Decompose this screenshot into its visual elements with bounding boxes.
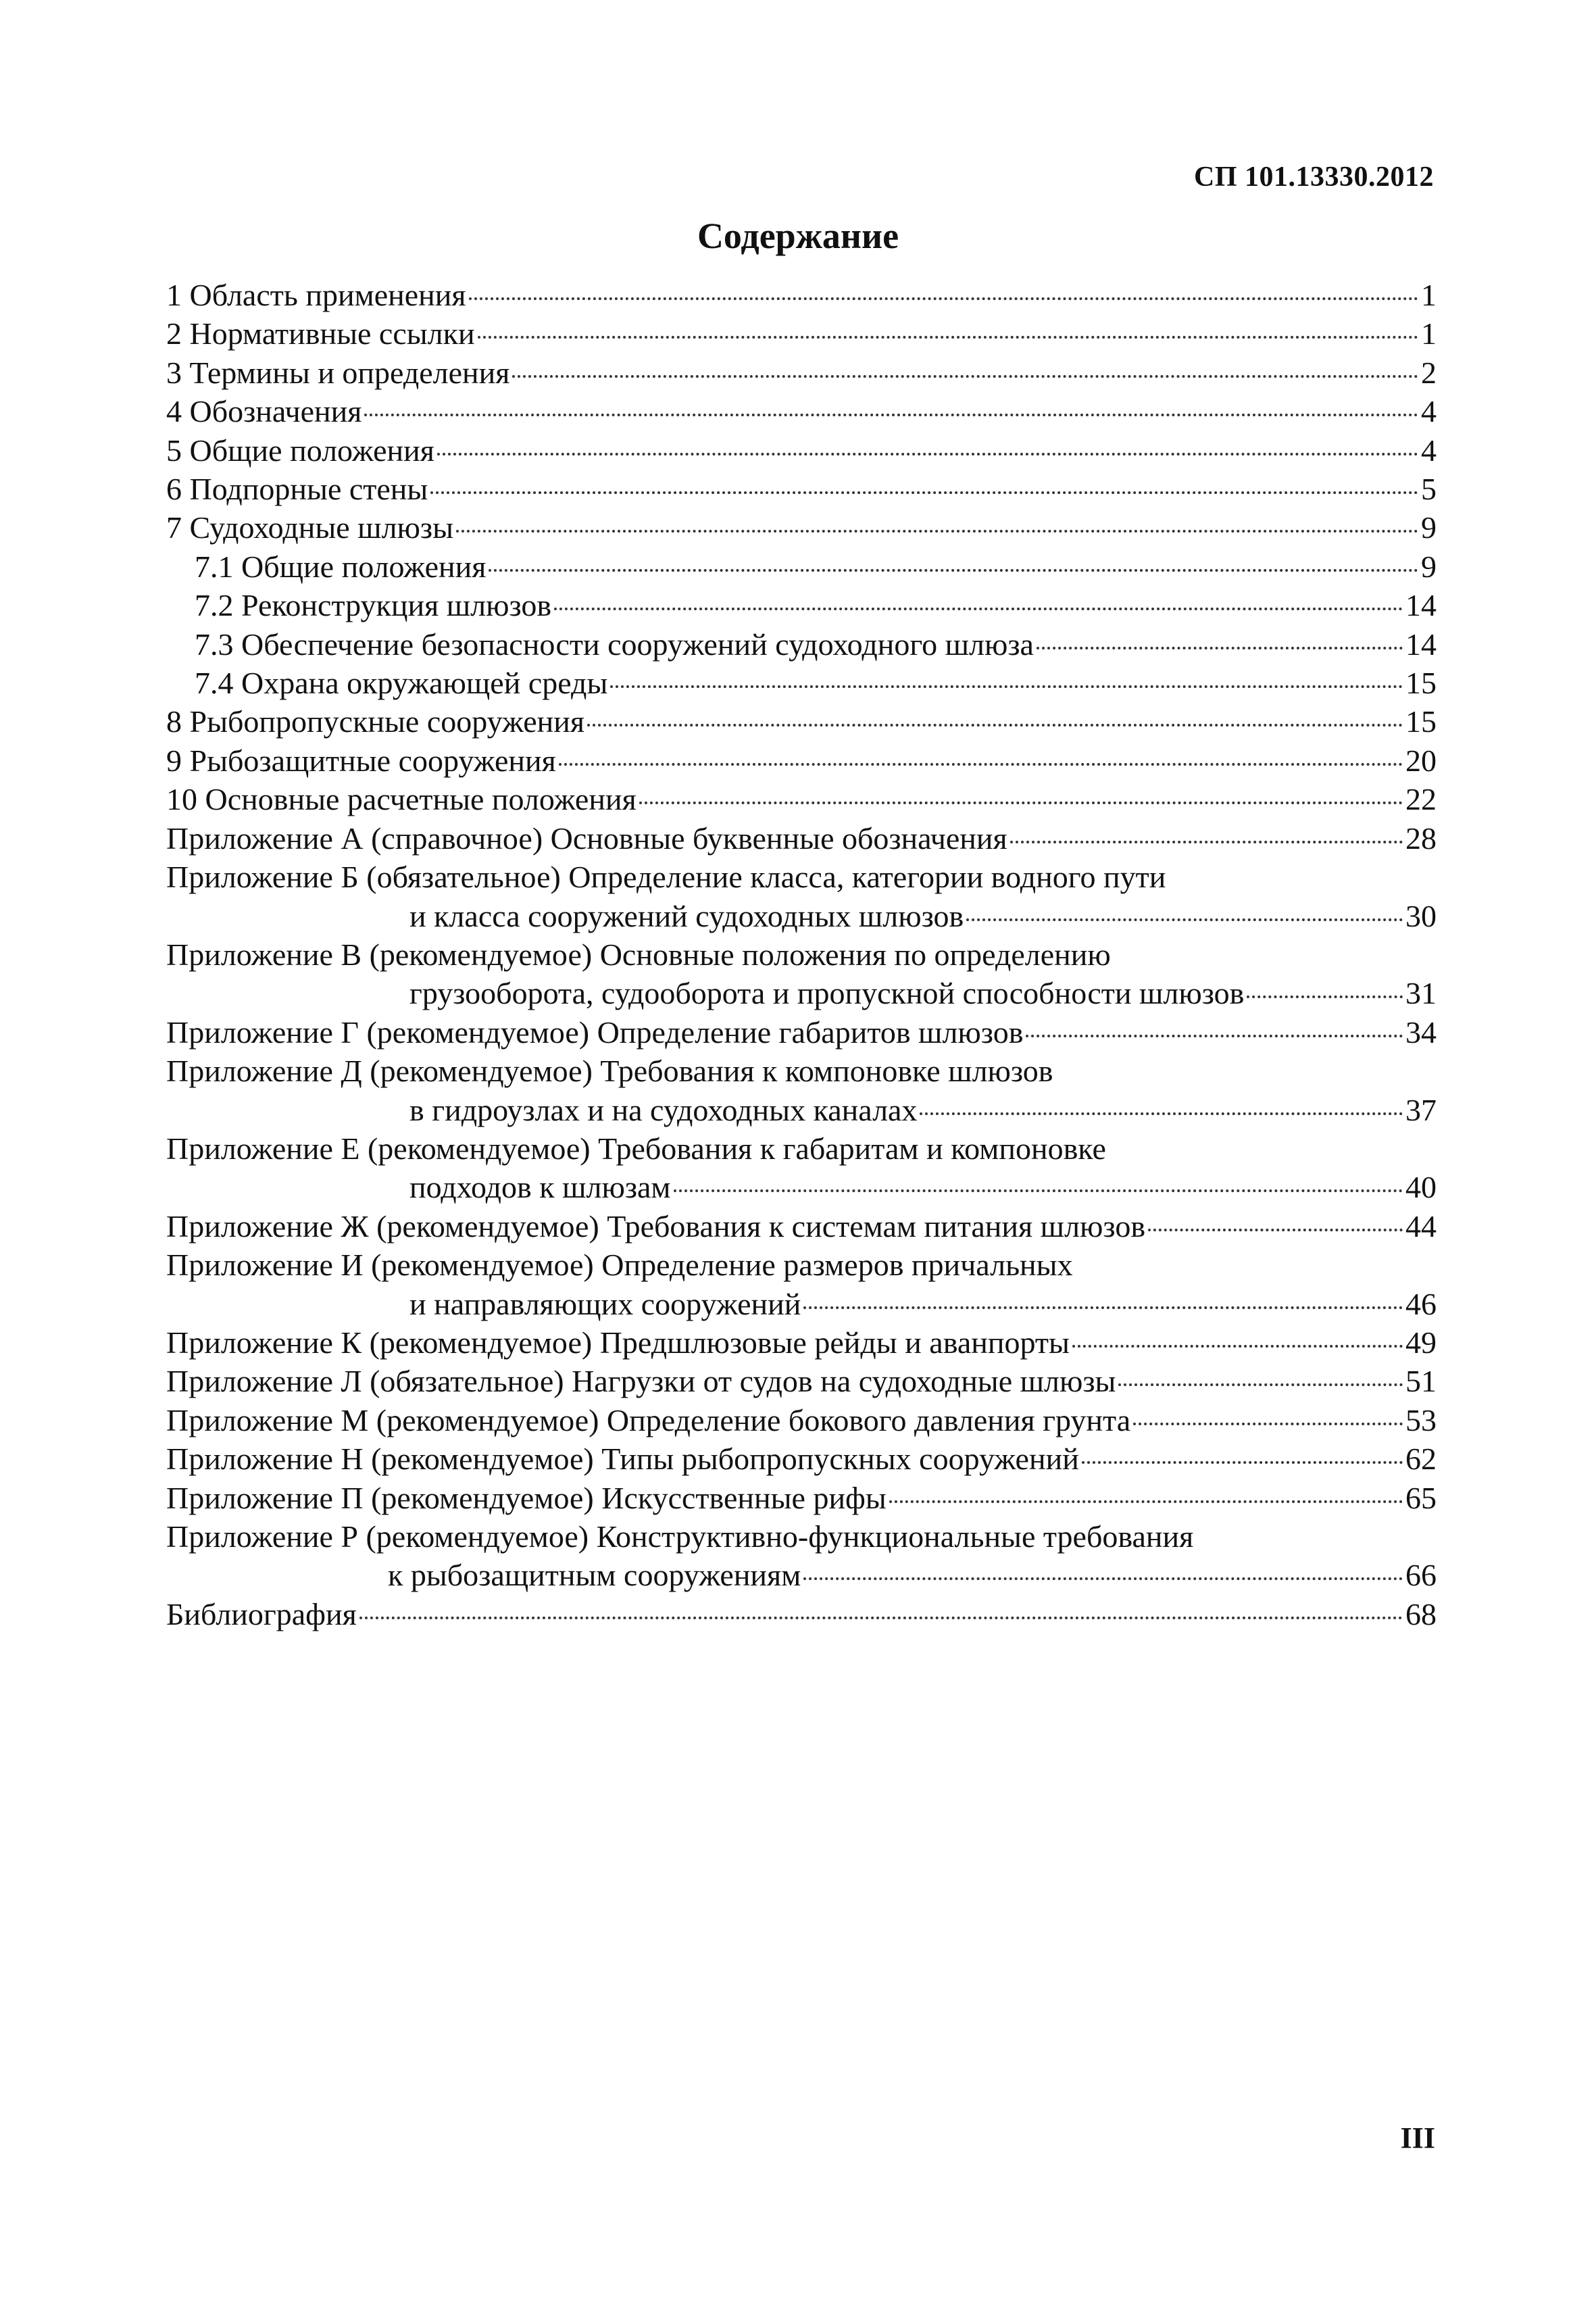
toc-page-number: 5	[1421, 472, 1437, 507]
toc-entry[interactable]	[166, 314, 1437, 353]
toc-entry[interactable]	[166, 1439, 1437, 1478]
toc-entry[interactable]	[166, 1362, 1437, 1400]
toc-entry-title: 6 Подпорные стены	[166, 472, 428, 507]
dot-leader	[1133, 1423, 1403, 1425]
dot-leader	[430, 491, 1418, 494]
toc-entry-line-final	[166, 819, 1437, 858]
toc-entry[interactable]	[166, 1129, 1437, 1207]
toc-title: Содержание	[697, 216, 899, 256]
toc-entry-line-final	[166, 1556, 1437, 1594]
toc-page-number: 15	[1405, 704, 1437, 739]
toc-page-number: 15	[1405, 666, 1437, 701]
toc-entry[interactable]	[166, 1207, 1437, 1246]
toc-entry-title: 4 Обозначения	[166, 394, 362, 429]
toc-page-number: 66	[1405, 1558, 1437, 1593]
dot-leader	[512, 375, 1418, 378]
toc-entry-line-final	[166, 1285, 1437, 1323]
toc-entry[interactable]	[166, 586, 1437, 624]
toc-entry[interactable]	[166, 276, 1437, 314]
toc-entry-title: Приложение Д (рекомендуемое) Требования к компоновке шлюзов	[166, 1054, 1053, 1089]
dot-leader	[1026, 1035, 1403, 1037]
toc-entry-title: 3 Термины и определения	[166, 355, 510, 390]
toc-entry[interactable]	[166, 1052, 1437, 1129]
toc-entry-line-final	[166, 1091, 1437, 1129]
dot-leader	[639, 802, 1403, 804]
toc-page-number: 34	[1405, 1014, 1437, 1050]
toc-page-number: 2	[1421, 355, 1437, 390]
toc-entry[interactable]	[166, 819, 1437, 858]
document-code-header: СП 101.13330.2012	[1194, 162, 1434, 193]
toc-entry-line	[166, 1129, 1437, 1168]
toc-page-number: 30	[1405, 898, 1437, 933]
toc-entry-line-final	[166, 431, 1437, 470]
toc-entry-line-final	[166, 508, 1437, 547]
dot-leader	[359, 1617, 1403, 1619]
toc-entry-title: Приложение А (справочное) Основные буквенные обозначения	[166, 820, 1007, 856]
dot-leader	[1148, 1229, 1403, 1231]
toc-entry-line-final	[166, 1013, 1437, 1052]
dot-leader	[478, 336, 1418, 339]
dot-leader	[889, 1500, 1403, 1503]
toc-entry[interactable]	[166, 625, 1437, 664]
toc-page-number: 40	[1405, 1170, 1437, 1205]
toc-entry-line-final	[166, 586, 1437, 624]
table-of-contents	[166, 276, 1437, 1633]
toc-page-number: 1	[1421, 316, 1437, 351]
toc-entry[interactable]	[166, 470, 1437, 508]
toc-entry-line-final	[166, 741, 1437, 780]
dot-leader	[437, 453, 1418, 456]
toc-page-number: 31	[1405, 976, 1437, 1011]
toc-entry-line-final	[166, 392, 1437, 430]
dot-leader	[1247, 995, 1403, 998]
toc-entry[interactable]	[166, 1595, 1437, 1633]
toc-entry-title: 7.1 Общие положения	[195, 549, 487, 584]
toc-entry[interactable]	[166, 1479, 1437, 1517]
toc-page-number: 62	[1405, 1442, 1437, 1477]
toc-entry[interactable]	[166, 1013, 1437, 1052]
toc-entry-title: 5 Общие положения	[166, 433, 434, 468]
toc-entry[interactable]	[166, 1401, 1437, 1439]
toc-entry-line	[166, 935, 1437, 974]
toc-page-number: 49	[1405, 1325, 1437, 1360]
toc-entry[interactable]	[166, 508, 1437, 547]
toc-entry[interactable]	[166, 353, 1437, 392]
toc-entry-line	[166, 858, 1437, 896]
toc-entry-line-final	[166, 1479, 1437, 1517]
toc-entry-title: к рыбозащитным сооружениям	[388, 1558, 801, 1593]
dot-leader	[1072, 1345, 1403, 1348]
toc-entry[interactable]	[166, 702, 1437, 741]
toc-entry-title: Приложение К (рекомендуемое) Предшлюзовые рейды и аванпорты	[166, 1325, 1070, 1360]
toc-entry[interactable]	[166, 1246, 1437, 1323]
toc-page-number: 9	[1421, 549, 1437, 584]
toc-entry-title: и направляющих сооружений	[409, 1286, 801, 1321]
toc-page-number: 51	[1405, 1364, 1437, 1399]
toc-entry[interactable]	[166, 664, 1437, 702]
toc-entry-title: Приложение П (рекомендуемое) Искусственные рифы	[166, 1480, 887, 1515]
toc-entry-title: 10 Основные расчетные положения	[166, 782, 637, 817]
toc-entry-line-final	[166, 1168, 1437, 1206]
toc-entry-line-final	[166, 1362, 1437, 1400]
toc-entry-title: Приложение Б (обязательное) Определение класса, категории водного пути	[166, 860, 1166, 895]
toc-entry-title: подходов к шлюзам	[409, 1170, 671, 1205]
toc-page-number: 9	[1421, 510, 1437, 545]
toc-page-number: 4	[1421, 394, 1437, 429]
toc-entry[interactable]	[166, 392, 1437, 430]
toc-entry-title: 8 Рыбопропускные сооружения	[166, 704, 585, 739]
toc-entry-title: 1 Область применения	[166, 278, 466, 312]
toc-entry-title: Приложение Н (рекомендуемое) Типы рыбопропускных сооружений	[166, 1442, 1079, 1477]
dot-leader	[610, 685, 1403, 688]
toc-entry-line	[166, 1052, 1437, 1090]
toc-entry-line-final	[166, 470, 1437, 508]
dot-leader	[554, 608, 1403, 610]
toc-page-number: 65	[1405, 1480, 1437, 1515]
toc-entry-title: Приложение Ж (рекомендуемое) Требования к системам питания шлюзов	[166, 1208, 1146, 1244]
toc-page-number: 14	[1405, 626, 1437, 662]
toc-entry-title: Приложение И (рекомендуемое) Определение размеров причальных	[166, 1248, 1073, 1283]
toc-entry-line-final	[166, 314, 1437, 353]
toc-entry-line-final	[166, 1323, 1437, 1362]
toc-entry-line-final	[166, 1439, 1437, 1478]
toc-entry-line-final	[166, 1207, 1437, 1246]
dot-leader	[364, 414, 1418, 416]
toc-entry-line-final	[166, 974, 1437, 1012]
toc-entry-line	[166, 1517, 1437, 1556]
toc-page-number: 44	[1405, 1208, 1437, 1244]
toc-entry-title: и класса сооружений судоходных шлюзов	[409, 898, 964, 933]
dot-leader	[1118, 1383, 1403, 1386]
toc-entry-title: 2 Нормативные ссылки	[166, 316, 475, 351]
dot-leader	[456, 530, 1418, 533]
toc-entry-line-final	[166, 702, 1437, 741]
toc-page-number: 53	[1405, 1402, 1437, 1437]
toc-entry-line-final	[166, 664, 1437, 702]
dot-leader	[920, 1112, 1403, 1115]
dot-leader	[1010, 841, 1403, 843]
toc-page-number: 1	[1421, 278, 1437, 312]
toc-entry-line-final	[166, 1401, 1437, 1439]
toc-entry-title: Приложение Л (обязательное) Нагрузки от судов на судоходные шлюзы	[166, 1364, 1116, 1399]
toc-entry-line-final	[166, 780, 1437, 818]
toc-page-number: 4	[1421, 433, 1437, 468]
dot-leader	[587, 724, 1403, 727]
dot-leader	[1082, 1461, 1403, 1464]
toc-entry-title: 7.2 Реконструкция шлюзов	[195, 588, 552, 623]
toc-entry-line-final	[166, 547, 1437, 586]
toc-entry-line	[166, 1246, 1437, 1284]
toc-entry-title: 9 Рыбозащитные сооружения	[166, 743, 556, 778]
toc-entry[interactable]	[166, 780, 1437, 818]
toc-entry-title: Библиография	[166, 1596, 357, 1631]
dot-leader	[803, 1577, 1403, 1580]
toc-entry-title: Приложение Г (рекомендуемое) Определение габаритов шлюзов	[166, 1014, 1024, 1050]
toc-page-number: 28	[1405, 820, 1437, 856]
dot-leader	[489, 569, 1418, 572]
toc-entry[interactable]	[166, 547, 1437, 586]
toc-page-number: 68	[1405, 1596, 1437, 1631]
toc-entry-title: Приложение Р (рекомендуемое) Конструктивно-функциональные требования	[166, 1519, 1194, 1554]
toc-entry-line-final	[166, 897, 1437, 935]
toc-entry[interactable]	[166, 858, 1437, 935]
toc-entry[interactable]	[166, 431, 1437, 470]
dot-leader	[966, 918, 1403, 921]
dot-leader	[559, 763, 1403, 766]
toc-entry-line-final	[166, 353, 1437, 392]
toc-entry-title: 7.3 Обеспечение безопасности сооружений судоходного шлюза	[195, 626, 1034, 662]
dot-leader	[674, 1189, 1403, 1192]
dot-leader	[803, 1306, 1403, 1309]
toc-entry-title: в гидроузлах и на судоходных каналах	[409, 1092, 918, 1127]
toc-entry-title: 7 Судоходные шлюзы	[166, 510, 453, 545]
page-number-footer: III	[1400, 2121, 1435, 2155]
dot-leader	[1037, 647, 1403, 649]
toc-entry-line-final	[166, 1595, 1437, 1633]
toc-entry-title: грузооборота, судооборота и пропускной способности шлюзов	[409, 976, 1245, 1011]
toc-page-number: 46	[1405, 1286, 1437, 1321]
toc-entry-title: 7.4 Охрана окружающей среды	[195, 666, 608, 701]
toc-entry-title: Приложение В (рекомендуемое) Основные положения по определению	[166, 937, 1111, 972]
toc-entry[interactable]	[166, 935, 1437, 1013]
toc-entry[interactable]	[166, 1323, 1437, 1362]
dot-leader	[469, 297, 1418, 300]
toc-page-number: 14	[1405, 588, 1437, 623]
toc-entry-line-final	[166, 625, 1437, 664]
toc-entry[interactable]	[166, 1517, 1437, 1595]
toc-page-number: 37	[1405, 1092, 1437, 1127]
toc-page-number: 20	[1405, 743, 1437, 778]
toc-entry-line-final	[166, 276, 1437, 314]
toc-page-number: 22	[1405, 782, 1437, 817]
toc-entry-title: Приложение Е (рекомендуемое) Требования к габаритам и компоновке	[166, 1131, 1106, 1166]
toc-entry[interactable]	[166, 741, 1437, 780]
toc-entry-title: Приложение М (рекомендуемое) Определение бокового давления грунта	[166, 1402, 1131, 1437]
